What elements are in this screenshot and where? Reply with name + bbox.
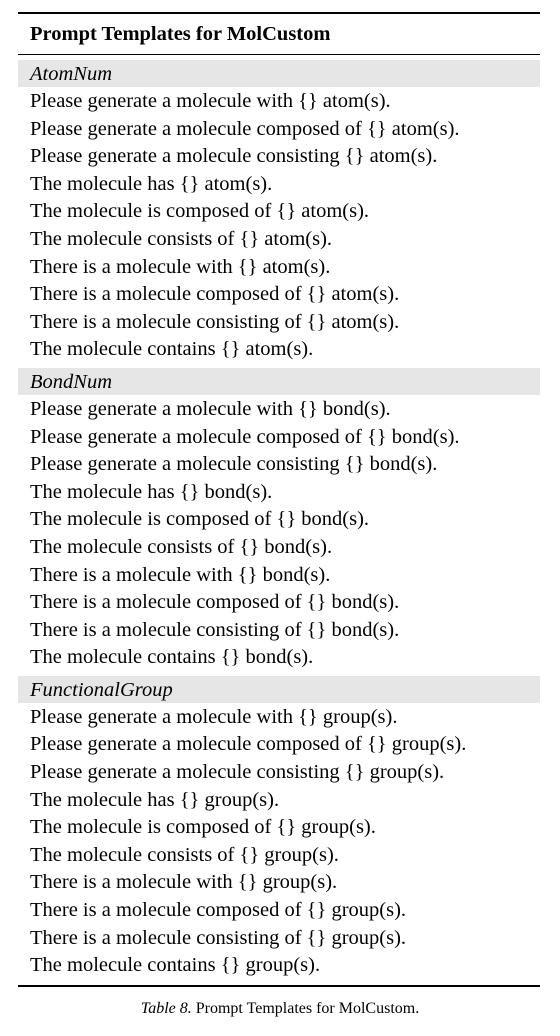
- template-row: Please generate a molecule consisting {} group(s).: [30, 761, 445, 784]
- template-row: There is a molecule with {} bond(s).: [30, 563, 331, 586]
- template-row: There is a molecule composed of {} atom(s).: [30, 283, 400, 306]
- template-row: Please generate a molecule with {} group(s).: [30, 705, 398, 728]
- template-row: Please generate a molecule composed of {} group(s).: [30, 733, 467, 756]
- template-row: The molecule contains {} bond(s).: [30, 646, 314, 669]
- template-row: Please generate a molecule consisting {} bond(s).: [30, 453, 438, 476]
- template-row: The molecule is composed of {} group(s).: [30, 816, 376, 839]
- template-row: The molecule consists of {} atom(s).: [30, 227, 333, 250]
- table-body: [18, 60, 540, 979]
- section-heading: AtomNum: [18, 60, 540, 87]
- template-row: The molecule contains {} group(s).: [30, 954, 321, 977]
- table-header: Prompt Templates for MolCustom: [30, 23, 331, 45]
- template-row: The molecule is composed of {} atom(s).: [30, 200, 370, 223]
- template-row: There is a molecule consisting of {} bond(s).: [30, 618, 400, 641]
- template-row: The molecule has {} group(s).: [30, 788, 280, 811]
- template-row: The molecule has {} atom(s).: [30, 172, 273, 195]
- template-row: There is a molecule with {} group(s).: [30, 871, 338, 894]
- section-heading: BondNum: [18, 368, 540, 395]
- template-row: There is a molecule consisting of {} group(s).: [30, 926, 407, 949]
- template-row: There is a molecule consisting of {} atom(s).: [30, 310, 400, 333]
- template-row: Please generate a molecule with {} atom(s).: [30, 90, 391, 112]
- template-row: There is a molecule composed of {} group(s).: [30, 899, 407, 922]
- template-row: Please generate a molecule composed of {} bond(s).: [30, 425, 460, 448]
- template-row: Please generate a molecule with {} bond(s).: [30, 397, 391, 420]
- template-row: The molecule is composed of {} bond(s).: [30, 508, 370, 531]
- template-row: Please generate a molecule consisting {} atom(s).: [30, 145, 438, 168]
- template-row: There is a molecule composed of {} bond(s).: [30, 591, 400, 614]
- template-row: The molecule consists of {} bond(s).: [30, 535, 333, 558]
- table-bottom-rule: [18, 985, 540, 987]
- template-row: The molecule has {} bond(s).: [30, 480, 273, 503]
- table-caption: [0, 1000, 560, 1018]
- template-row: The molecule consists of {} group(s).: [30, 843, 339, 866]
- template-row: Please generate a molecule composed of {} atom(s).: [30, 117, 460, 140]
- section-heading: FunctionalGroup: [18, 676, 540, 703]
- template-row: The molecule contains {} atom(s).: [30, 338, 314, 361]
- table-header-rule: [18, 54, 540, 55]
- caption-text: Prompt Templates for MolCustom.: [195, 1000, 420, 1017]
- template-row: There is a molecule with {} atom(s).: [30, 255, 331, 278]
- prompt-templates-table: [18, 12, 540, 987]
- caption-label: Table 8.: [140, 1000, 192, 1017]
